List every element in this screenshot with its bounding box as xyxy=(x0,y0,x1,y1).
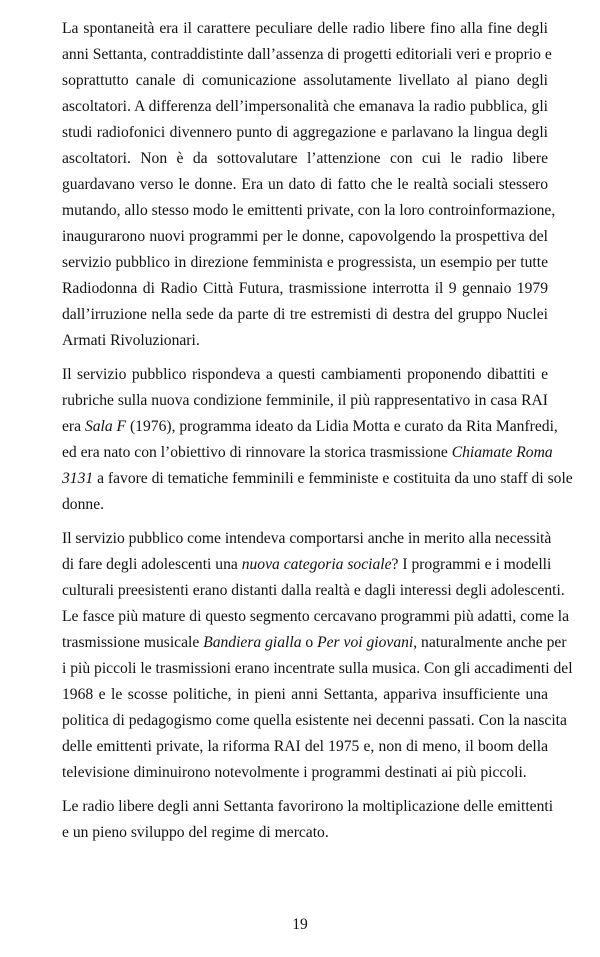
text-line xyxy=(62,440,553,466)
body-text xyxy=(62,16,573,854)
text-run: delle emittenti private, la riforma RAI del 1975 e, non di meno, il boom della xyxy=(62,738,548,755)
text-run: servizio pubblico in direzione femminista e progressista, un esempio per tutte xyxy=(62,254,548,271)
text-line xyxy=(62,224,548,250)
text-line xyxy=(62,172,548,198)
text-line xyxy=(62,388,548,414)
text-run: ascoltatori. A differenza dell’impersonalità che emanava la radio pubblica, gli xyxy=(62,98,548,115)
text-run: di fare degli adolescenti una xyxy=(62,556,242,573)
text-run: ed era nato con l’obiettivo di rinnovare la storica trasmissione xyxy=(62,444,452,461)
text-run: e un pieno sviluppo del regime di mercato. xyxy=(62,824,329,841)
italic-title: nuova categoria sociale xyxy=(241,556,392,573)
text-line xyxy=(62,362,548,388)
page-number: 19 xyxy=(292,916,308,933)
text-run: Armati Rivoluzionari. xyxy=(62,332,200,349)
text-line xyxy=(62,198,556,224)
text-run: televisione diminuirono notevolmente i programmi destinati ai più piccoli. xyxy=(62,764,527,781)
text-line xyxy=(62,146,548,172)
text-line xyxy=(62,604,570,630)
text-run: Le fasce più mature di questo segmento cercavano programmi più adatti, come la xyxy=(62,608,570,625)
text-line xyxy=(62,734,548,760)
text-run: inaugurarono nuovi programmi per le donne, capovolgendo la prospettiva del xyxy=(62,228,548,245)
italic-title: Bandiera gialla xyxy=(203,634,302,651)
text-run: ? I programmi e i modelli xyxy=(391,556,552,573)
italic-title: Chiamate Roma xyxy=(451,444,553,461)
text-run: soprattutto canale di comunicazione assolutamente livellato al piano degli xyxy=(62,72,548,89)
text-line xyxy=(62,708,567,734)
text-line xyxy=(62,276,548,302)
text-run: ascoltatori. Non è da sottovalutare l’attenzione con cui le radio libere xyxy=(62,150,548,167)
text-run: Le radio libere degli anni Settanta favorirono la moltiplicazione delle emittenti xyxy=(62,798,554,815)
text-run: i più piccoli le trasmissioni erano incentrate sulla musica. Con gli accadimenti del xyxy=(62,660,573,677)
text-run: donne. xyxy=(62,496,105,513)
text-line xyxy=(62,466,573,492)
text-run: a favore di tematiche femminili e femministe e costituita da uno staff di sole xyxy=(93,470,573,487)
paragraph xyxy=(62,526,573,786)
text-line xyxy=(62,682,548,708)
text-run: trasmissione musicale xyxy=(62,634,204,651)
text-run: Il servizio pubblico come intendeva comportarsi anche in merito alla necessità xyxy=(62,530,552,547)
text-line xyxy=(62,68,548,94)
italic-title: Sala F xyxy=(84,418,127,435)
text-run: era xyxy=(62,418,85,435)
text-run: guardavano verso le donne. Era un dato di fatto che le realtà sociali stessero xyxy=(62,176,548,193)
text-line xyxy=(62,760,548,786)
paragraph xyxy=(62,16,556,354)
text-line xyxy=(62,120,548,146)
text-line xyxy=(62,492,548,518)
text-run: o xyxy=(301,634,318,651)
text-line xyxy=(62,552,552,578)
text-line xyxy=(62,414,558,440)
italic-title: Per voi giovani xyxy=(317,634,414,651)
text-line xyxy=(62,630,567,656)
text-run: Radiodonna di Radio Città Futura, trasmissione interrotta il 9 gennaio 1979 xyxy=(62,280,548,297)
text-line xyxy=(62,250,548,276)
text-line xyxy=(62,16,548,42)
text-line xyxy=(62,526,552,552)
text-line xyxy=(62,820,548,846)
text-line xyxy=(62,794,554,820)
text-run: rubriche sulla nuova condizione femminile, il più rappresentativo in casa RAI xyxy=(62,392,548,409)
text-run: 1968 e le scosse politiche, in pieni anni Settanta, appariva insufficiente una xyxy=(62,686,548,703)
text-line xyxy=(62,656,573,682)
text-run: , naturalmente anche per xyxy=(413,634,567,651)
text-run: (1976), programma ideato da Lidia Motta e curato da Rita Manfredi, xyxy=(126,418,558,435)
italic-title: 3131 xyxy=(62,470,94,487)
text-run: studi radiofonici divennero punto di aggregazione e parlavano la lingua degli xyxy=(62,124,548,141)
text-run: Il servizio pubblico rispondeva a questi cambiamenti proponendo dibattiti e xyxy=(62,366,548,383)
text-run: anni Settanta, contraddistinte dall’assenza di progetti editoriali veri e proprio e xyxy=(62,46,552,63)
text-run: culturali preesistenti erano distanti dalla realtà e dagli interessi degli adolescenti. xyxy=(62,582,565,599)
text-line xyxy=(62,328,548,354)
paragraph xyxy=(62,362,573,518)
text-line xyxy=(62,302,548,328)
text-line xyxy=(62,42,552,68)
text-run: mutando, allo stesso modo le emittenti private, con la loro controinformazione, xyxy=(62,202,556,219)
paragraph xyxy=(62,794,554,846)
text-line xyxy=(62,578,565,604)
text-run: La spontaneità era il carattere peculiare delle radio libere fino alla fine degli xyxy=(62,20,548,37)
text-run: politica di pedagogismo come quella esistente nei decenni passati. Con la nascita xyxy=(62,712,567,729)
text-run: dall’irruzione nella sede da parte di tre estremisti di destra del gruppo Nuclei xyxy=(62,306,548,323)
text-line xyxy=(62,94,548,120)
